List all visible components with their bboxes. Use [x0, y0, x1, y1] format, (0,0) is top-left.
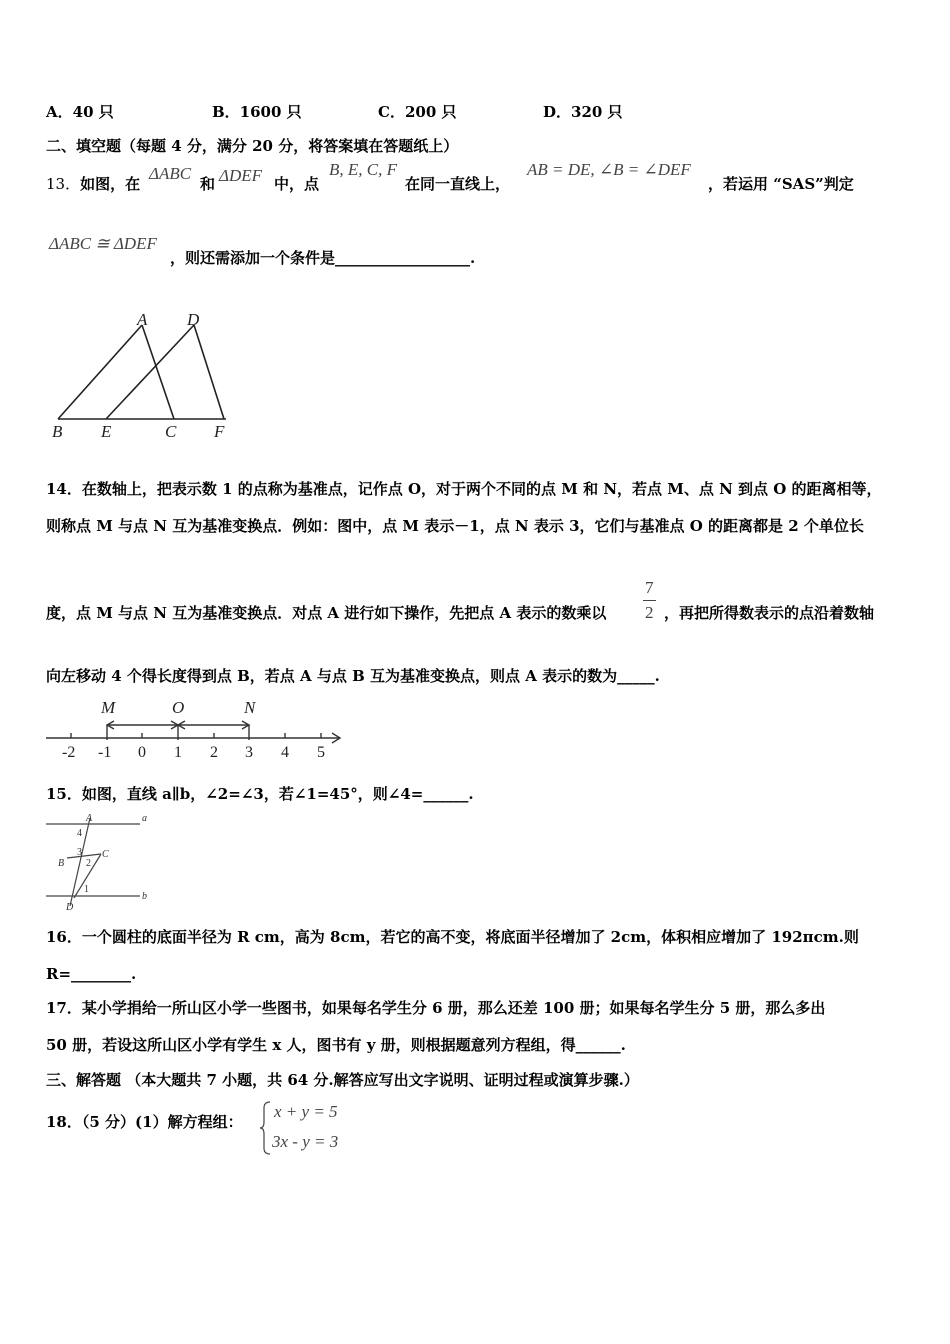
q14-line1: 14．在数轴上，把表示数 1 的点称为基准点，记作点 O，对于两个不同的点 M 和 N，若点 M、点 N 到点 O 的距离相等，	[46, 480, 882, 498]
q16-line1: 16．一个圆柱的底面半径为 R cm，高为 8cm，若它的高不变，将底面半径增加了 2cm，体积相应增加了 192πcm.则	[46, 928, 859, 946]
q14-line2: 则称点 M 与点 N 互为基准变换点．例如：图中，点 M 表示－1，点 N 表示 3，它们与基准点 O 的距离都是 2 个单位长	[46, 517, 864, 535]
axis-tick: -2	[62, 744, 76, 761]
option-c: C．200 只	[378, 103, 457, 121]
q13-math-congruent: ΔABC ≅ ΔDEF	[49, 234, 157, 253]
fig13-label-d: D	[187, 310, 200, 329]
axis-tick: 5	[317, 744, 325, 761]
q13-math-abc: ΔABC	[149, 164, 192, 183]
fig15-angle-4: 4	[77, 828, 82, 839]
axis-tick: 1	[174, 744, 182, 761]
q15-parallel-figure	[44, 810, 154, 912]
q13-number: 13．如图，在	[46, 175, 141, 193]
q14-frac-bar	[643, 600, 656, 601]
fig13-label-f: F	[214, 422, 225, 441]
fig15-label-d-point: D	[66, 902, 74, 912]
q15-text: 15．如图，直线 a∥b，∠2=∠3，若∠1=45°，则∠4=______.	[46, 785, 474, 803]
q14-line3a: 度，点 M 与点 N 互为基准变换点．对点 A 进行如下操作，先把点 A 表示的数乘以	[46, 604, 607, 622]
equation-brace	[259, 1100, 273, 1156]
fig13-label-e: E	[101, 422, 112, 441]
equation-2: 3x - y = 3	[272, 1132, 339, 1151]
q13-math-def: ΔDEF	[219, 166, 263, 185]
q13-text-point: 中，点	[274, 175, 320, 193]
q13-text-line: 在同一直线上，	[405, 175, 511, 193]
fig15-label-a-point: A	[86, 813, 93, 824]
axis-label-m: M	[101, 698, 116, 717]
fig13-label-b: B	[52, 422, 63, 441]
section2-heading: 二、填空题（每题 4 分，满分 20 分，将答案填在答题纸上）	[46, 137, 459, 155]
q13-triangle-figure	[44, 305, 244, 445]
axis-label-n: N	[244, 698, 256, 717]
fig13-label-a: A	[137, 310, 148, 329]
q14-line3b: ，再把所得数表示的点沿着数轴	[664, 604, 875, 622]
q17-line1: 17．某小学捐给一所山区小学一些图书，如果每名学生分 6 册，那么还差 100 册；如果每名学生分 5 册，那么多出	[46, 999, 826, 1017]
fig15-label-c-point: C	[102, 849, 109, 860]
q13-text-and: 和	[200, 175, 216, 193]
q13-math-points: B, E, C, F	[329, 160, 397, 179]
option-d: D．320 只	[543, 103, 623, 121]
q14-frac-den: 2	[645, 603, 654, 622]
q13-math-conditions: AB = DE, ∠B = ∠DEF	[527, 160, 691, 179]
option-a: A．40 只	[46, 103, 114, 121]
q14-number-line	[40, 695, 350, 765]
axis-tick: -1	[98, 744, 112, 761]
fig15-label-b-point: B	[58, 858, 65, 869]
fig15-label-b: b	[142, 891, 147, 902]
option-b: B．1600 只	[212, 103, 302, 121]
q14-line4: 向左移动 4 个得长度得到点 B，若点 A 与点 B 互为基准变换点，则点 A 表示的数为_____.	[46, 667, 660, 685]
fig15-angle-3: 3	[77, 847, 82, 858]
fig13-label-c: C	[165, 422, 177, 441]
q16-line2: R=________.	[46, 965, 137, 983]
fig15-angle-2: 2	[86, 858, 91, 869]
axis-tick: 3	[245, 744, 253, 761]
q13-text-sas: ，若运用 “SAS”判定	[708, 175, 854, 193]
q14-frac-num: 7	[645, 578, 654, 597]
axis-tick: 2	[210, 744, 218, 761]
fig15-angle-1: 1	[84, 884, 89, 895]
q13-text-condition: ，则还需添加一个条件是__________________.	[170, 249, 476, 267]
q17-line2: 50 册，若设这所山区小学有学生 x 人，图书有 y 册，则根据题意列方程组，得______.	[46, 1036, 626, 1054]
q18-text: 18．（5 分）(1）解方程组：	[46, 1113, 243, 1131]
axis-label-o: O	[172, 698, 185, 717]
section3-heading: 三、解答题 （本大题共 7 小题，共 64 分.解答应写出文字说明、证明过程或演算步骤.）	[46, 1071, 639, 1089]
axis-tick: 0	[138, 744, 146, 761]
axis-tick: 4	[281, 744, 289, 761]
fig15-label-a: a	[142, 813, 147, 824]
equation-1: x + y = 5	[274, 1102, 338, 1121]
